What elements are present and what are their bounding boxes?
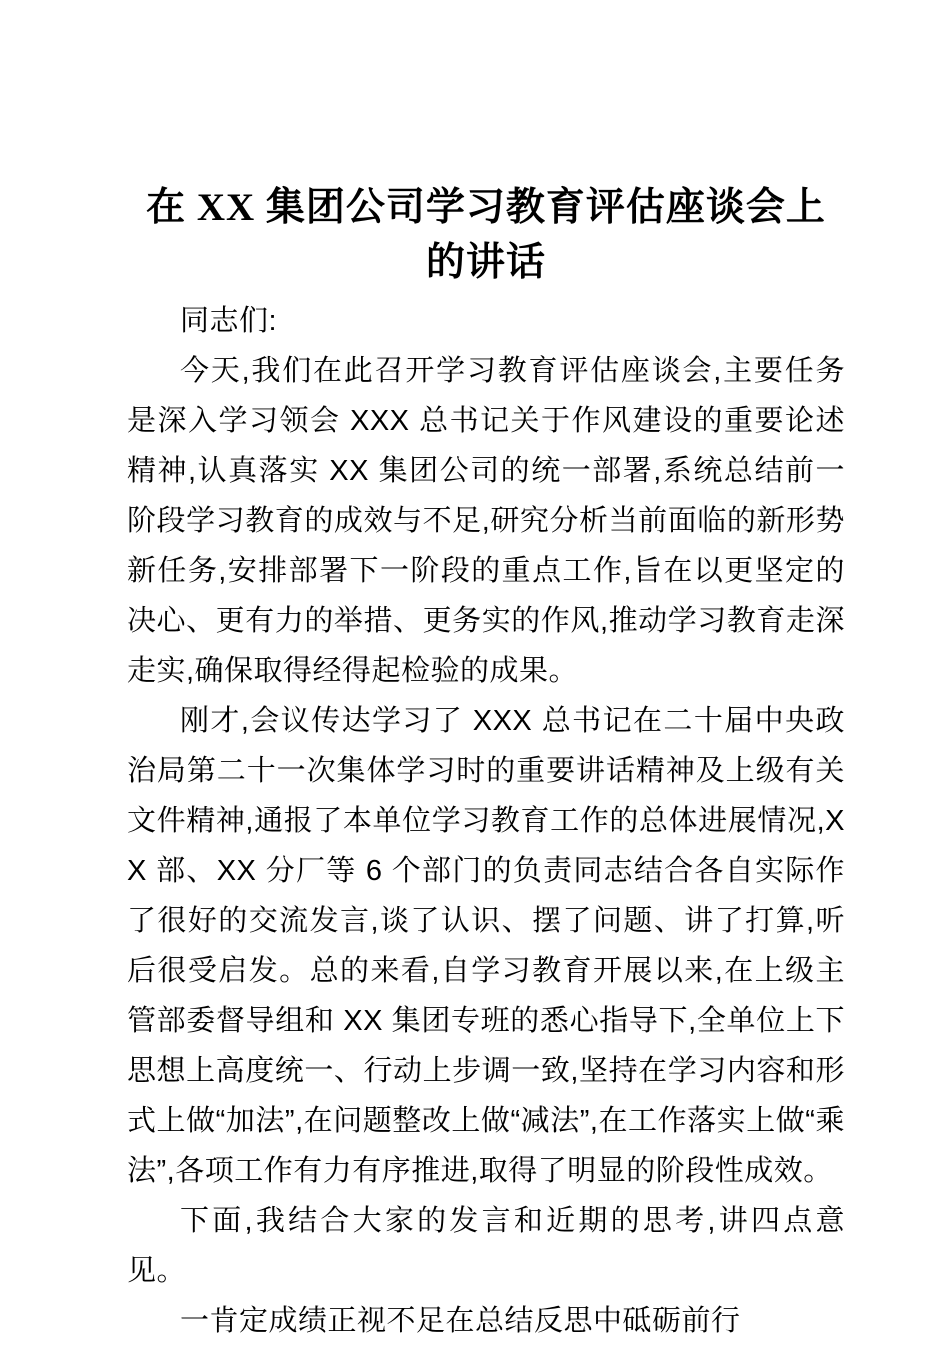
body-paragraph-2: 刚才,会议传达学习了 XXX 总书记在二十届中央政治局第二十一次集体学习时的重要讲话精神及上级有关文件精神,通报了本单位学习教育工作的总体进展情况,XX 部、XX 分厂等 6 个部门的负责同志结合各自实际作了很好的交流发言,谈了认识、摆了问题、讲了打算,听后很受启发。总的来看,自学习教育开展以来,在上级主管部委督导组和 XX 集团专班的悉心指导下,全单位上下思想上高度统一、行动上步调一致,坚持在学习内容和形式上做“加法”,在问题整改上做“减法”,在工作落实上做“乘法”,各项工作有力有序推进,取得了明显的阶段性成效。 [127,705,845,1187]
section-heading-1: 一肯定成绩正视不足在总结反思中砥砺前行 [180,1305,741,1337]
body-paragraph-3: 下面,我结合大家的发言和近期的思考,讲四点意见。 [127,1205,845,1287]
body-paragraph-1: 今天,我们在此召开学习教育评估座谈会,主要任务是深入学习领会 XXX 总书记关于作风建设的重要论述精神,认真落实 XX 集团公司的统一部署,系统总结前一阶段学习教育的成效与不足,研究分析当前面临的新形势新任务,安排部署下一阶段的重点工作,旨在以更坚定的决心、更有力的举措、更务实的作风,推动学习教育走深走实,确保取得经得起检验的成果。 [127,355,845,687]
salutation-paragraph: 同志们: [180,305,278,337]
document-title: 在 XX 集团公司学习教育评估座谈会上的讲话 [146,186,826,284]
